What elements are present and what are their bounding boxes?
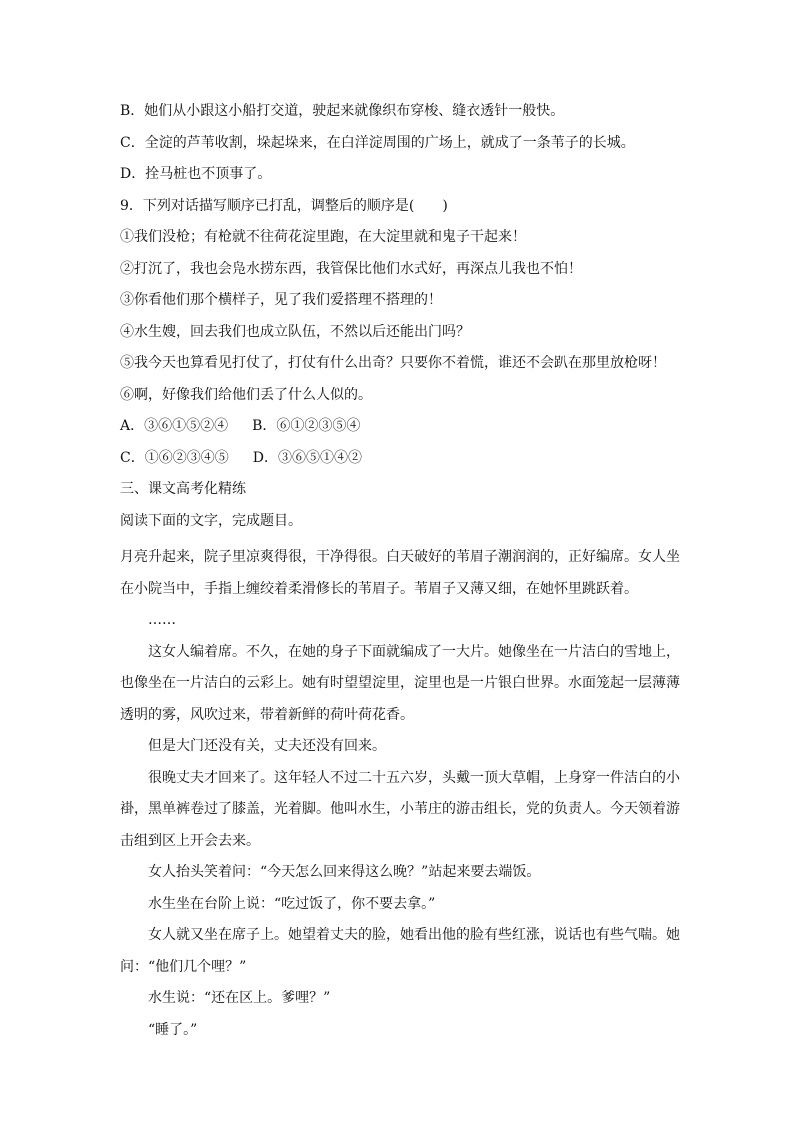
- passage-paragraph-3: 但是大门还没有关，丈夫还没有回来。: [148, 738, 386, 754]
- document-content: [120, 101, 680, 1046]
- q9-item-6: ⑥啊，好像我们给他们丢了什么人似的。: [120, 386, 372, 403]
- passage-paragraph-9: “睡了。”: [148, 1021, 198, 1038]
- section-heading: 三、课文高考化精练: [120, 481, 246, 497]
- q9-item-2: ②打沉了，我也会凫水捞东西，我管保比他们水式好，再深点儿我也不怕！: [120, 260, 582, 277]
- q9-options-row-2: [120, 448, 680, 469]
- q8-option-d: D．拴马桩也不顶事了。: [120, 166, 272, 182]
- passage-paragraph-1: 月亮升起来，院子里凉爽得很，干净得很。白天破好的苇眉子潮润润的，正好编席。女人坐在小院当中，手指上缠绞着柔滑修长的苇眉子。苇眉子又薄又细，在她怀里跳跃着。: [120, 549, 680, 597]
- reading-instruction: 阅读下面的文字，完成题目。: [120, 512, 302, 529]
- passage-paragraph-5: 女人抬头笑着问：“今天怎么回来得这么晚？”站起来要去端饭。: [148, 864, 541, 880]
- passage-paragraph-8: 水生说：“还在区上。爹哩？”: [148, 990, 331, 1006]
- q8-option-c: C．全淀的芦苇收割，垛起垛来，在白洋淀周围的广场上，就成了一条苇子的长城。: [120, 134, 635, 151]
- passage-ellipsis: ……: [148, 612, 176, 628]
- q9-item-1: ①我们没枪；有枪就不往荷花淀里跑，在大淀里就和鬼子干起来！: [120, 229, 526, 245]
- passage-paragraph-4: 很晚丈夫才回来了。这年轻人不过二十五六岁，头戴一顶大草帽，上身穿一件洁白的小褂，黑单裤卷过了膝盖，光着脚。他叫水生，小苇庄的游击组长，党的负责人。今天领着游击组到区上开会去来。: [120, 769, 680, 849]
- q9-item-3: ③你看他们那个横样子，见了我们爱搭理不搭理的！: [120, 292, 442, 308]
- q9-stem: 9．下列对话描写顺序已打乱，调整后的顺序是( ): [120, 197, 448, 214]
- passage-paragraph-6: 水生坐在台阶上说：“吃过饭了，你不要去拿。”: [148, 895, 436, 912]
- q8-option-b: B．她们从小跟这小船打交道，驶起来就像织布穿梭、缝衣透针一般快。: [120, 103, 565, 119]
- q9-item-4: ④水生嫂，回去我们也成立队伍，不然以后还能出门吗？: [120, 323, 470, 340]
- q9-options-row-1: [120, 416, 680, 437]
- q9-item-5: ⑤我今天也算看见打仗了，打仗有什么出奇？只要你不着慌，谁还不会趴在那里放枪呀！: [120, 355, 666, 371]
- passage-paragraph-7: 女人就又坐在席子上。她望着丈夫的脸，她看出他的脸有些红涨，说话也有些气喘。她问：“他们几个哩？”: [120, 927, 680, 975]
- q9-option-c: C．①⑥②③④⑤: [120, 449, 229, 466]
- q9-option-d: D．③⑥⑤①④②: [252, 449, 362, 466]
- q9-option-b: B．⑥①②③⑤④: [252, 418, 361, 434]
- passage-paragraph-2: 这女人编着席。不久，在她的身子下面就编成了一大片。她像坐在一片洁白的雪地上，也像坐在一片洁白的云彩上。她有时望望淀里，淀里也是一片银白世界。水面笼起一层薄薄透明的雾，风吹过来，带着新鲜的荷叶荷花香。: [120, 643, 680, 723]
- q9-option-a: A．③⑥①⑤②④: [120, 418, 229, 434]
